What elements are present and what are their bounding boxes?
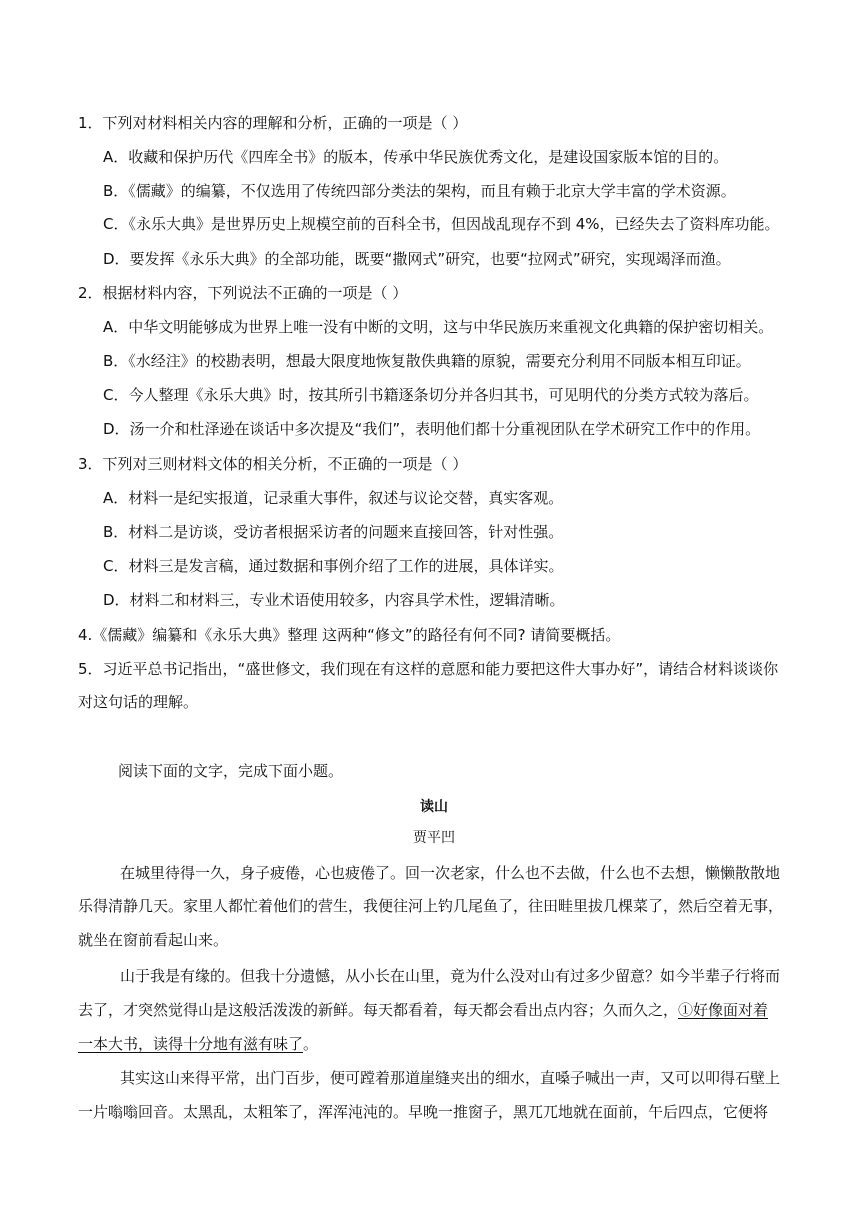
question-1-option-d: D．要发挥《永乐大典》的全部功能，既要“撒网式”研究，也要“拉网式”研究，实现竭泽而渔。: [103, 250, 731, 268]
question-2-option-a: A．中华文明能够成为世界上唯一没有中断的文明，这与中华民族历来重视文化典籍的保护密切相关。: [103, 318, 774, 336]
question-1-option-c: C．《永乐大典》是世界历史上规模空前的百科全书，但因战乱现存不到 4%，已经失去了资料库功能。: [103, 215, 780, 233]
article-paragraph-1-line-1: 在城里待得一久，身子疲倦，心也疲倦了。回一次老家，什么也不去做，什么也不去想，懒懒散散地: [120, 864, 781, 882]
article-author: 贾平凹: [413, 830, 455, 846]
article-paragraph-3-line-2: 一片嗡嗡回音。太黑乱，太粗笨了，浑浑沌沌的。早晚一推窗子，黑兀兀地就在面前，午后四点，它便将: [78, 1103, 769, 1121]
question-3-stem: 3．下列对三则材料文体的相关分析，不正确的一项是（ ）: [78, 455, 468, 473]
question-2-option-d: D．汤一介和杜泽逊在谈话中多次提及“我们”，表明他们都十分重视团队在学术研究工作中的作用。: [103, 420, 761, 438]
underlined-sentence-1-start: ①好像面对着: [678, 1001, 769, 1019]
question-2-option-b: B．《水经注》的校勘表明，想最大限度地恢复散佚典籍的原貌，需要充分利用不同版本相互印证。: [103, 352, 751, 370]
article-paragraph-3-line-1: 其实这山来得平常，出门百步，便可蹚着那道崖缝夹出的细水，直嗓子喊出一声，又可以叩得石壁上: [120, 1069, 781, 1087]
underlined-sentence-1-end: 一本大书，读得十分地有滋有味了: [78, 1035, 304, 1053]
article-paragraph-2-line-2-text: 去了，才突然觉得山是这般活泼泼的新鲜。每天都看着，每天都会看出点内容；久而久之，: [78, 1001, 679, 1019]
question-4: 4.《儒藏》编纂和《永乐大典》整理 这两种“修文”的路径有何不同? 请简要概括。: [78, 626, 621, 644]
question-1-stem: 1．下列对材料相关内容的理解和分析，正确的一项是（ ）: [78, 114, 468, 132]
article-paragraph-2-line-3: [78, 1034, 318, 1054]
article-paragraph-2-line-2: [78, 1000, 768, 1020]
question-3-option-b: B．材料二是访谈，受访者根据采访者的问题来直接回答，针对性强。: [103, 523, 564, 541]
reading-instruction: 阅读下面的文字，完成下面小题。: [118, 762, 344, 780]
question-1-option-b: B．《儒藏》的编纂，不仅选用了传统四部分类法的架构，而且有赖于北京大学丰富的学术资源。: [103, 182, 736, 200]
question-3-option-c: C．材料三是发言稿，通过数据和事例介绍了工作的进展，具体详实。: [103, 557, 564, 575]
question-2-stem: 2．根据材料内容，下列说法不正确的一项是（ ）: [78, 284, 408, 302]
article-paragraph-2-line-3-end: 。: [303, 1035, 319, 1053]
question-3-option-a: A．材料一是纪实报道，记录重大事件，叙述与议论交替，真实客观。: [103, 489, 564, 507]
article-paragraph-1-line-2: 乐得清静几天。家里人都忙着他们的营生，我便往河上钓几尾鱼了，往田畦里拔几棵菜了，然后空着无事，: [78, 897, 784, 915]
article-paragraph-2-line-1: 山于我是有缘的。但我十分遗憾，从小长在山里，竟为什么没对山有过多少留意？如今半辈子行将而: [120, 967, 781, 985]
question-1-option-a: A．收藏和保护历代《四库全书》的版本，传承中华民族优秀文化，是建设国家版本馆的目的。: [103, 148, 729, 166]
question-2-option-c: C．今人整理《永乐大典》时，按其所引书籍逐条切分并各归其书，可见明代的分类方式较为落后。: [103, 386, 759, 404]
article-title: 读山: [420, 799, 448, 815]
question-5-line-1: 5．习近平总书记指出，“盛世修文，我们现在有这样的意愿和能力要把这件大事办好”，请结合材料谈谈你: [78, 660, 779, 678]
question-3-option-d: D．材料二和材料三，专业术语使用较多，内容具学术性，逻辑清晰。: [103, 591, 565, 609]
question-5-line-2: 对这句话的理解。: [78, 693, 199, 711]
article-paragraph-1-line-3: 就坐在窗前看起山来。: [78, 931, 229, 949]
